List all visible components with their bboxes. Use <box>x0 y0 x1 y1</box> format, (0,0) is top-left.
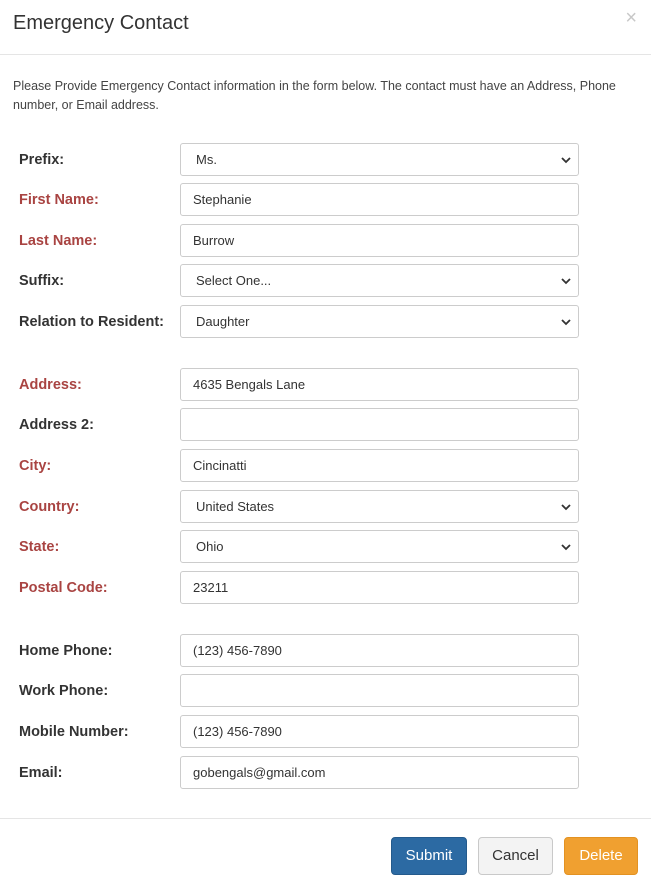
work-phone-label: Work Phone: <box>19 683 109 699</box>
chevron-down-icon <box>560 317 572 327</box>
work-phone-row <box>0 674 651 707</box>
country-label: Country: <box>19 499 80 515</box>
state-row <box>0 530 651 563</box>
relation-label: Relation to Resident: <box>19 314 165 330</box>
mobile-number-field[interactable]: (123) 456-7890 <box>180 715 579 748</box>
mobile-number-row <box>0 715 651 748</box>
suffix-select[interactable] <box>180 264 579 297</box>
address-row <box>0 368 651 401</box>
postal-code-field[interactable]: 23211 <box>180 571 579 604</box>
address2-row <box>0 408 651 441</box>
first-name-row <box>0 183 651 216</box>
email-field[interactable]: gobengals@gmail.com <box>180 756 579 789</box>
state-value: Ohio <box>196 539 224 554</box>
relation-select[interactable] <box>180 305 579 338</box>
prefix-label: Prefix: <box>19 152 65 168</box>
last-name-field[interactable]: Burrow <box>180 224 579 257</box>
submit-button[interactable]: Submit <box>391 837 467 875</box>
first-name-label: First Name: <box>19 192 99 208</box>
email-label: Email: <box>19 765 63 781</box>
modal-title: Emergency Contact <box>13 12 189 34</box>
first-name-field[interactable]: Stephanie <box>180 183 579 216</box>
delete-button[interactable]: Delete <box>564 837 638 875</box>
chevron-down-icon <box>560 502 572 512</box>
prefix-select[interactable] <box>180 143 579 176</box>
address-label: Address: <box>19 377 82 393</box>
intro-text: Please Provide Emergency Contact information in the form below. The contact must have an Address, Phone number, or Email address. <box>13 79 616 112</box>
address2-field[interactable] <box>180 408 579 441</box>
city-label: City: <box>19 458 52 474</box>
email-row <box>0 756 651 789</box>
home-phone-label: Home Phone: <box>19 643 113 659</box>
last-name-label: Last Name: <box>19 233 98 249</box>
state-label: State: <box>19 539 60 555</box>
chevron-down-icon <box>560 155 572 165</box>
city-field[interactable]: Cincinatti <box>180 449 579 482</box>
last-name-row <box>0 224 651 257</box>
suffix-label: Suffix: <box>19 273 65 289</box>
country-select[interactable] <box>180 490 579 523</box>
prefix-row <box>0 143 651 176</box>
home-phone-field[interactable]: (123) 456-7890 <box>180 634 579 667</box>
suffix-value: Select One... <box>196 273 272 288</box>
work-phone-field[interactable] <box>180 674 579 707</box>
country-row <box>0 490 651 523</box>
state-select[interactable] <box>180 530 579 563</box>
mobile-number-label: Mobile Number: <box>19 724 129 740</box>
chevron-down-icon <box>560 276 572 286</box>
postal-code-row <box>0 571 651 604</box>
city-row <box>0 449 651 482</box>
country-value: United States <box>196 499 275 514</box>
prefix-value: Ms. <box>196 152 217 167</box>
suffix-row <box>0 264 651 297</box>
address2-label: Address 2: <box>19 417 94 433</box>
cancel-button[interactable]: Cancel <box>478 837 553 875</box>
chevron-down-icon <box>560 542 572 552</box>
relation-row <box>0 305 651 338</box>
modal-header <box>0 0 651 55</box>
postal-code-label: Postal Code: <box>19 580 108 596</box>
modal-footer <box>0 818 651 888</box>
close-icon[interactable]: × <box>625 7 637 29</box>
relation-value: Daughter <box>196 314 250 329</box>
home-phone-row <box>0 634 651 667</box>
address-field[interactable]: 4635 Bengals Lane <box>180 368 579 401</box>
